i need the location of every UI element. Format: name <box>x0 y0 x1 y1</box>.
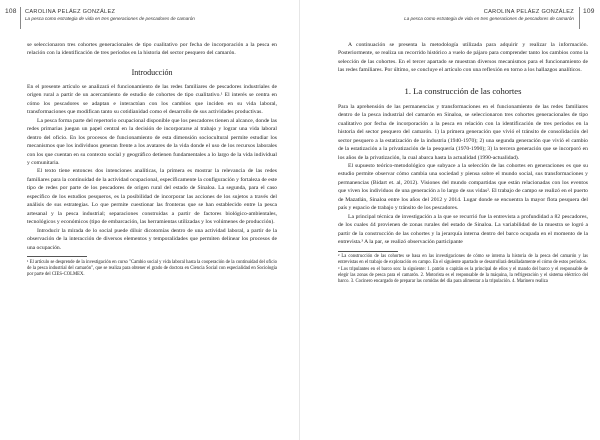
right-paragraph-2: El supuesto teórico-metodológico que subyace a la selección de las cohortes en generaciones es que su estudio permite observar cómo cambia una sociedad y piensa sobre el mundo social, sus transformaciones y permanencias (Bidart et. al, 2012). Visiones del mundo compartidas que están relacionadas con los eventos que viven los individuos de una generación a lo largo de sus vidas². El trabajo de campo se realizó en el puerto de Mazatlán, Sinaloa entre los años del 2012 y 2014. Lugar donde se encuentra la mayor flota pesquera del país y espacio de trabajo y tránsito de los pescadores. <box>338 162 588 212</box>
left-paragraph-3: El texto tiene entonces dos intenciones analíticas, la primera es mostrar la relevancia de las redes familiares para la continuidad de la actividad ocupacional, específicamente la configuración y fortaleza de este tipo de redes por parte de los pescadores de origen rural del estado de Sinaloa. La segunda, para el caso específico de los estudios pesqueros, es la posibilidad de incorporar las acciones de los sujetos a través del análisis de sus estrategias. Lo que permite cuestionar las fronteras que se han establecido entre la pesca artesanal y la pesca industrial; separaciones construidas a partir de factores biológico-ambientales, tecnológicos y económicos (tipo de embarcación, las herramientas utilizadas y los volúmenes de producción). <box>27 168 277 226</box>
right-footnote-separator <box>338 251 398 252</box>
left-footnote-separator <box>27 256 87 257</box>
left-footnotes <box>27 260 277 279</box>
left-paragraph-2: La pesca forma parte del repertorio ocupacional disponible que los pescadores tienen al alcance, donde las redes primarias juegan un papel central en la decisión de incorporarse al trabajo y lograr una vida laboral dentro del oficio. En los procesos de funcionamiento de esta dimensión sociocultural permite estudiar los mecanismos que los individuos generan frente a los avatares de la vida donde el uso de los recursos laborales con los que cuentan en su contexto social y geográfico detienen fundamentales a lo largo de la vida individual y comunitaria. <box>27 117 277 166</box>
right-page <box>300 0 600 440</box>
right-paragraph-3: La principal técnica de investigación a la que se recurrió fue la entrevista a profundidad a 82 pescadores, de los cuales 44 provienen de zonas rurales del estado de Sinaloa. La variabilidad de la muestra se logró a partir de la construcción de las cohortes y la jerarquía interna dentro del barco ocupada en el momento de la entrevista.³ A la par, se realizó observación participante <box>338 213 588 246</box>
left-header-title: La pesca como estrategia de vida en tres generaciones de pescadores de camarón <box>25 16 195 21</box>
right-running-header <box>390 9 574 22</box>
left-paragraph-1: En el presente artículo se analizará el funcionamiento de las redes familiares de pescadores industriales de origen rural a partir de un acercamiento de estudio de cohortes de tipo cualitativo.¹ El interés se centra en cómo los pescadores se adaptan e interactúan con los cambios que inciden en su vida laboral, transformaciones que modifican tanto su cotidianidad como el desarrollo de sus actividades productivas. <box>27 83 277 116</box>
right-body <box>338 41 588 285</box>
right-page-number: 109 <box>583 8 595 15</box>
right-footnote-3: ³ Los tripulantes en el barco son: la siguiente: 1. patrón o capitán es la principal de ellos y el mando del barco y el responsable de elegir las zonas de pesca para el camarón. 2. Motorista es el responsable de la máquina, la refrigeración y el sistema eléctrico del barco. 3. Cocinero encargado de preparar las comidas del día para alimentar a la tripulación. 4. Marinero realiza <box>338 266 588 284</box>
left-paragraph-4: Introducir la mirada de lo social puede diluir dicotomías dentro de una actividad laboral, a partir de la observación de la interacción de diversos elementos y temporalidades que permiten delinear los procesos de una ocupación. <box>27 227 277 251</box>
left-footnote-1: ¹ El artículo se desprende de la investigación en curso "Cambio social y vida laboral hasta la cooperación de la continuidad del oficio de la pesca industrial del camarón", que se realiza para obtener el grado de doctora en Ciencia Social con especialidad en Sociología por parte del CIES-COLMEX. <box>27 259 277 277</box>
left-intro-paragraph: se seleccionaron tres cohortes generacionales de tipo cualitativo por fecha de incorporación a la pesca en relación con la identificación de tres períodos en la historia del sector pesquero del camarón. <box>27 42 277 57</box>
left-body <box>27 41 277 278</box>
left-header-author: CAROLINA PELÁEZ GONZÁLEZ <box>25 9 116 15</box>
right-header-title: La pesca como estrategia de vida en tres generaciones de pescadores de camarón <box>404 16 574 21</box>
left-running-header <box>25 9 195 22</box>
right-footnotes <box>338 254 588 285</box>
right-footnote-2: ² La construcción de las cohortes se basa en las investigaciones de cómo se interna la historia de la pesca del camarón y las entrevistas en el trabajo de exploración en campo. En el siguiente apartado se desarrollará detalladamente el cómo de estos períodos. <box>338 254 588 266</box>
left-header-rule <box>20 7 21 29</box>
right-header-rule <box>579 7 580 29</box>
right-header-author: CAROLINA PELÁEZ GONZÁLEZ <box>483 9 574 15</box>
right-paragraph-1: Para la aprehensión de las permanencias y transformaciones en el funcionamiento de las redes familiares dentro de la pesca industrial del camarón en Sinaloa, se seleccionaron tres cohortes generacionales de tipo cualitativo por fecha de incorporación a la pesca en relación con la identificación de tres períodos en la historia del sector pesquero del camarón. 1) la primera generación que vivió el tránsito de consolidación del sector pesquero a la estatización de la industria (1940-1970); 2) una segunda generación que vivió el cambio de la estatización a la privatización de la pesquería (1970-1990); 3) la tercera generación que se incorporó en los años de la privatización, la cual abarca hasta la actualidad (1990-actualidad). <box>338 103 588 161</box>
right-section-title: 1. La construcción de las cohortes <box>404 85 522 96</box>
right-intro-paragraph: A continuación se presenta la metodología utilizada para adquirir y realizar la información. Posteriormente, se realiza un recorrido histórico a vuelo de pájaro para comprender tanto los cambios como la selección de las cohortes. En el tercer apartado se muestran diversos mecanismos para el funcionamiento de las redes familiares. Por último, se concluye el artículo con una reflexión en torno a los hallazgos analíticos. <box>338 42 588 74</box>
left-page-number: 108 <box>5 8 17 15</box>
left-section-title: Introducción <box>131 67 173 77</box>
